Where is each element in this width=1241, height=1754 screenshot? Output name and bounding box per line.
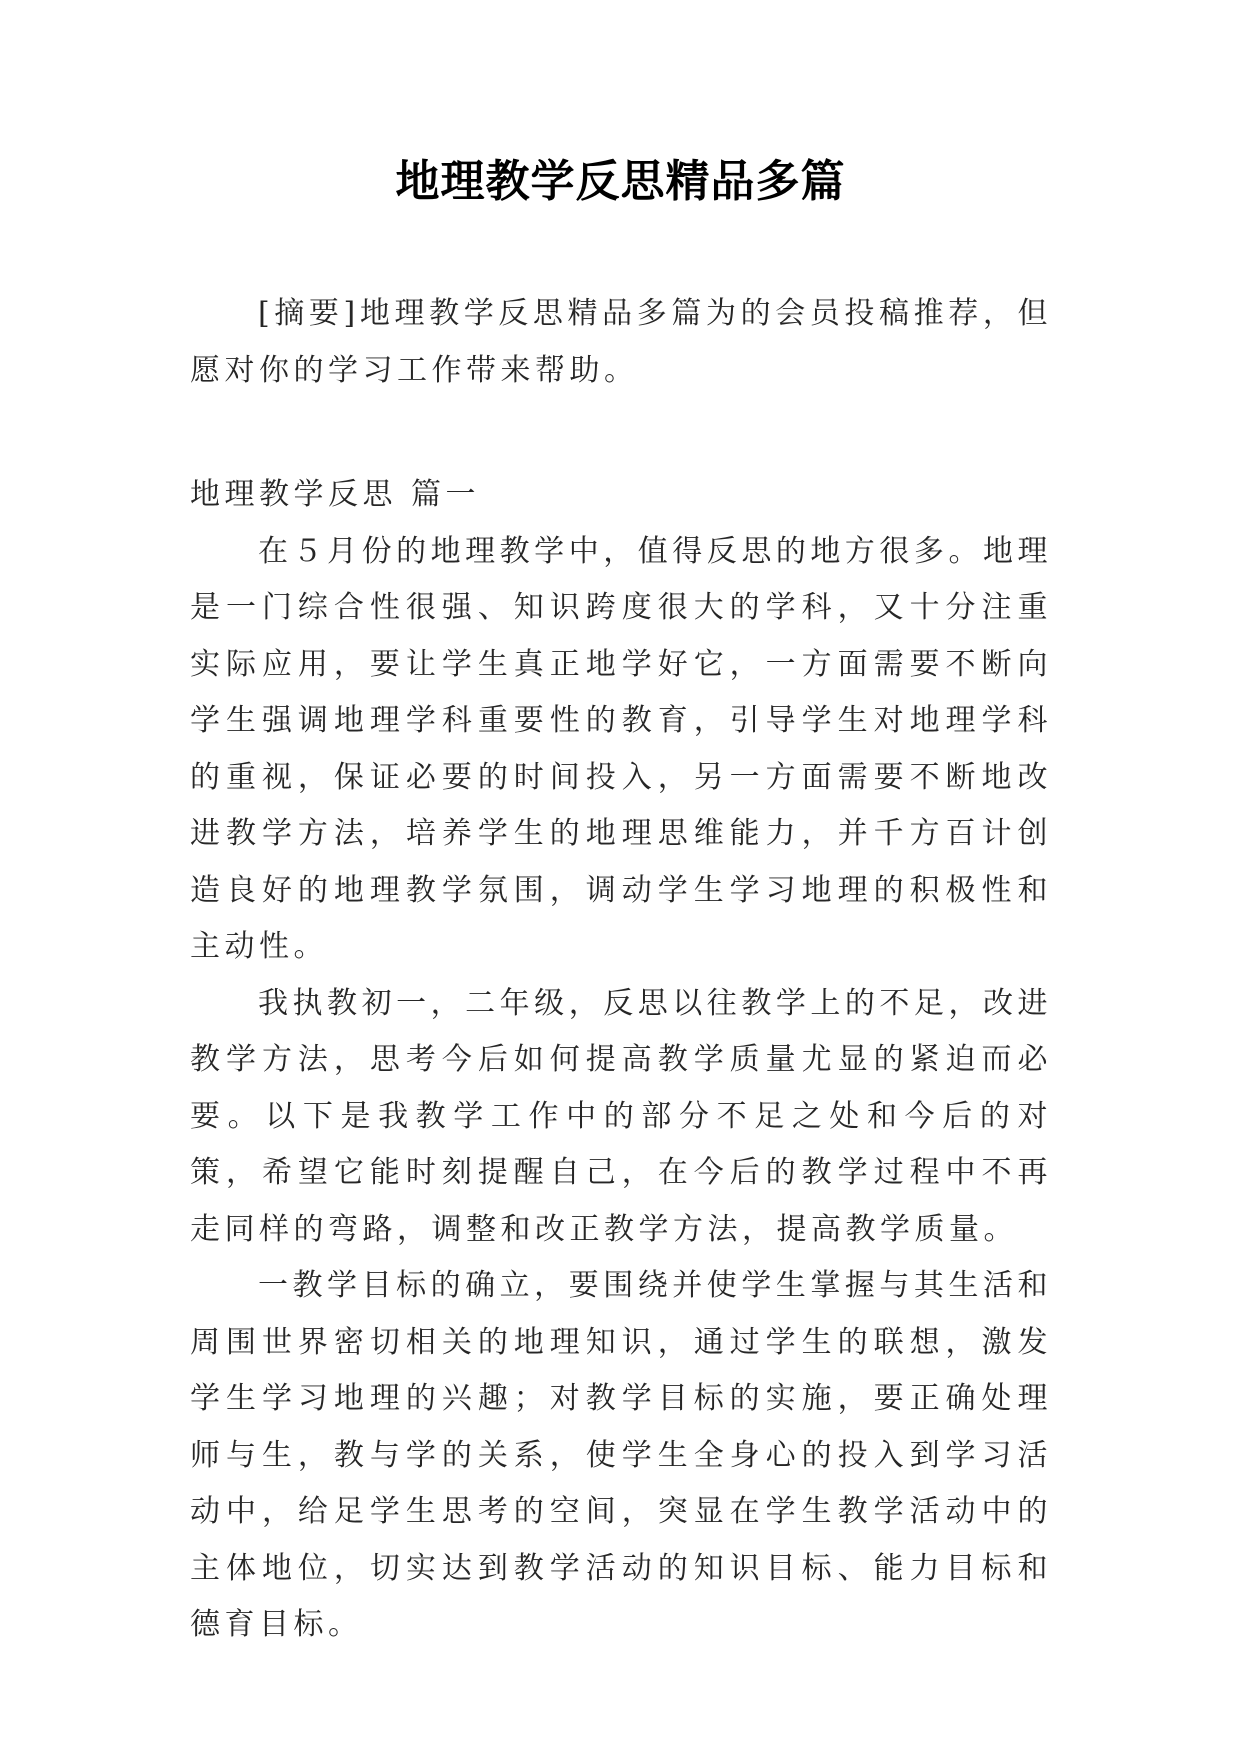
section-block — [190, 467, 1052, 1654]
document-title: 地理教学反思精品多篇 — [395, 156, 846, 207]
paragraph: 我执教初一，二年级，反思以往教学上的不足，改进教学方法，思考今后如何提高教学质量尤显的紧迫而必要。以下是我教学工作中的部分不足之处和今后的对策，希望它能时刻提醒自己，在今后的教学过程中不再走同样的弯路，调整和改正教学方法，提高教学质量。 — [190, 985, 1052, 1247]
abstract-text: [摘要]地理教学反思精品多篇为的会员投稿推荐，但愿对你的学习工作带来帮助。 — [190, 296, 1052, 388]
section-heading: 地理教学反思 篇一 — [190, 477, 481, 512]
paragraph: 在５月份的地理教学中，值得反思的地方很多。地理是一门综合性很强、知识跨度很大的学科，又十分注重实际应用，要让学生真正地学好它，一方面需要不断向学生强调地理学科重要性的教育，引导学生对地理学科的重视，保证必要的时间投入，另一方面需要不断地改进教学方法，培养学生的地理思维能力，并千方百计创造良好的地理教学氛围，调动学生学习地理的积极性和主动性。 — [190, 533, 1052, 964]
paragraph: 一教学目标的确立，要围绕并使学生掌握与其生活和周围世界密切相关的地理知识，通过学生的联想，激发学生学习地理的兴趣；对教学目标的实施，要正确处理师与生，教与学的关系，使学生全身心的投入到学习活动中，给足学生思考的空间，突显在学生教学活动中的主体地位，切实达到教学活动的知识目标、能力目标和德育目标。 — [190, 1268, 1052, 1642]
abstract-block — [190, 286, 1052, 399]
